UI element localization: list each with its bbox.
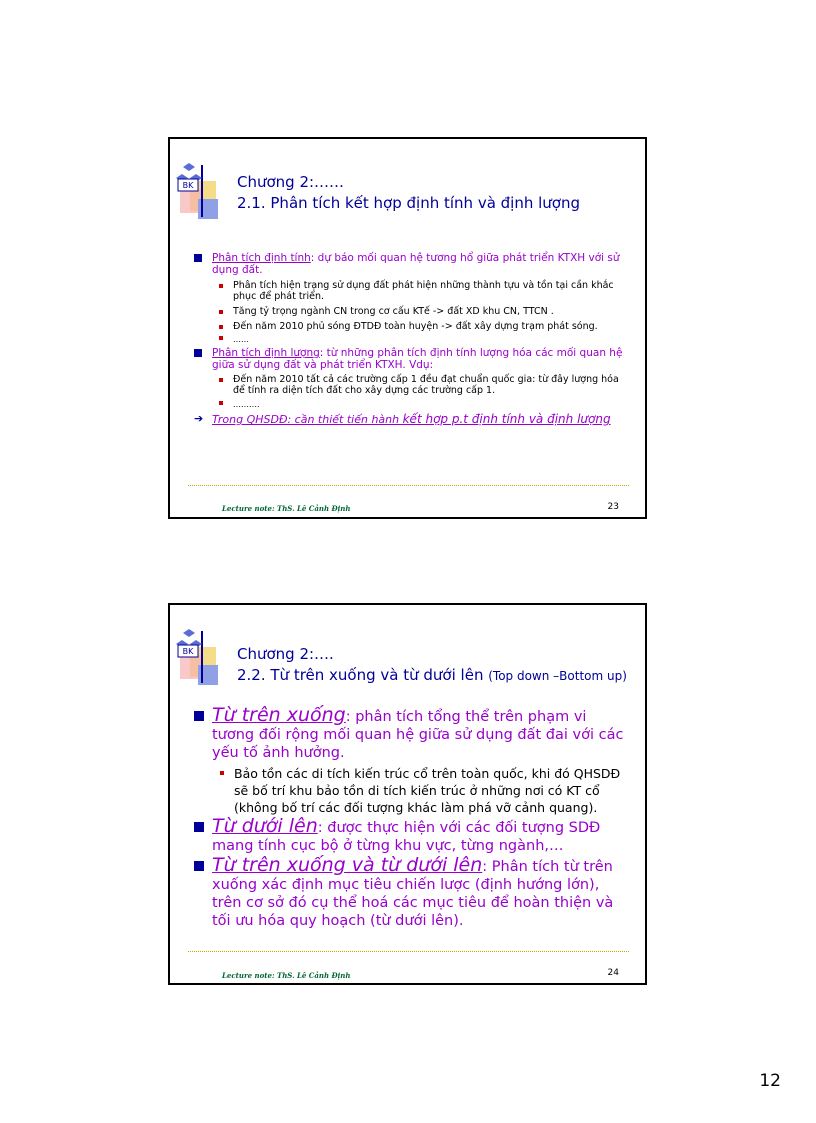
slide-chapter: Chương 2:…… xyxy=(237,173,345,191)
square-bullet-icon xyxy=(194,711,204,721)
footer-divider xyxy=(188,485,629,486)
slide-title: 2.2. Từ trên xuống và từ dưới lên (Top down –Bottom up) xyxy=(237,666,627,684)
square-bullet-icon xyxy=(194,349,202,357)
square-bullet-icon xyxy=(194,861,204,871)
sub-list-2 xyxy=(194,374,629,410)
footer-divider xyxy=(188,951,629,952)
text-quantitative: : từ những phân tích định tính lượng hóa các mối quan hệ giữa sử dụng đất và phát triển KTXH. Vdụ: xyxy=(212,347,623,371)
bullet-qualitative xyxy=(194,252,629,276)
slide-number: 24 xyxy=(607,968,619,978)
arrow-right-icon: ➔ xyxy=(194,412,204,425)
sub-list xyxy=(194,765,629,816)
slide-body xyxy=(194,706,629,930)
bullet-top-down: Từ trên xuống: phân tích tổng thể trên phạm vi tương đối rộng mối quan hệ giữa sử dụng đất đai với các yếu tố ảnh hưởng. xyxy=(194,706,629,762)
bullet-combined: Từ trên xuống và từ dưới lên: Phân tích từ trên xuống xác định mục tiêu chiến lược (định hướng lớn), trên cơ sở đó cụ thể hoá các mục tiêu để hoàn thiện và tối ưu hóa quy hoạch (từ dưới lên). xyxy=(194,856,629,930)
text-top-down: : phân tích tổng thể trên phạm vi tương đối rộng mối quan hệ giữa sử dụng đất đai với các yếu tố ảnh hưởng. xyxy=(212,709,624,761)
sub-list-1 xyxy=(194,280,629,345)
bullet-bottom-up: Từ dưới lên: được thực hiện với các đối tượng SDĐ mang tính cục bộ ở từng khu vực, từng ngành,… xyxy=(194,817,629,855)
svg-text:BK: BK xyxy=(182,647,194,656)
text-qualitative: : dự báo mối quan hệ tương hổ giữa phát triển KTXH với sử dụng đất. xyxy=(212,252,620,276)
slide-body xyxy=(194,252,629,426)
slide-title: 2.1. Phân tích kết hợp định tính và định lượng xyxy=(237,194,581,212)
text-combined: : Phân tích từ trên xuống xác định mục tiêu chiến lược (định hướng lớn), trên cơ sở đó cụ thể hoá các mục tiêu để hoàn thiện và tối ưu hóa quy hoạch (từ dưới lên). xyxy=(212,859,614,929)
sub-item: ………. xyxy=(219,399,629,410)
term-qualitative: Phân tích định tính xyxy=(212,252,311,264)
square-bullet-icon xyxy=(194,254,202,262)
slide-number: 23 xyxy=(607,502,619,512)
square-bullet-icon xyxy=(194,822,204,832)
slide-23 xyxy=(168,137,647,519)
slide-24 xyxy=(168,603,647,985)
bk-logo-icon xyxy=(176,161,218,219)
bullet-quantitative xyxy=(194,347,629,371)
conclusion: ➔ Trong QHSDĐ: cần thiết tiến hành kết hợp p.t định tính và định lượng xyxy=(194,412,611,426)
footer-note: Lecture note: ThS. Lê Cảnh Định xyxy=(222,504,351,513)
sub-item: Đến năm 2010 phủ sóng ĐTDĐ toàn huyện -> đất xây dựng trạm phát sóng. xyxy=(219,321,629,332)
sub-item: Đến năm 2010 tất cả các trường cấp 1 đều đạt chuẩn quốc gia: từ đây lượng hóa để tính ra diện tích đất cho xây dựng các trường cấp 1. xyxy=(219,374,629,396)
sub-item: Bảo tồn các di tích kiến trúc cổ trên toàn quốc, khi đó QHSDĐ sẽ bố trí khu bảo tồn di tích kiến trúc ở những nơi có KT cổ (không bố trí các đối tượng khác làm phá vỡ cảnh quang). xyxy=(220,765,629,816)
slide-chapter: Chương 2:…. xyxy=(237,645,334,663)
bk-logo-icon xyxy=(176,627,218,685)
footer-note: Lecture note: ThS. Lê Cảnh Định xyxy=(222,971,351,980)
document-page-number: 12 xyxy=(759,1071,781,1091)
text-bottom-up: : được thực hiện với các đối tượng SDĐ mang tính cục bộ ở từng khu vực, từng ngành,… xyxy=(212,820,601,854)
sub-item: …… xyxy=(219,334,629,345)
sub-item: Tăng tỷ trọng ngành CN trong cơ cấu KTế -> đất XD khu CN, TTCN . xyxy=(219,306,629,317)
sub-item: Phân tích hiện trạng sử dụng đất phát hiện những thành tựu và tồn tại cần khắc phục để phát triển. xyxy=(219,280,629,302)
term-quantitative: Phân tích định lượng xyxy=(212,347,320,359)
svg-text:BK: BK xyxy=(182,181,194,190)
